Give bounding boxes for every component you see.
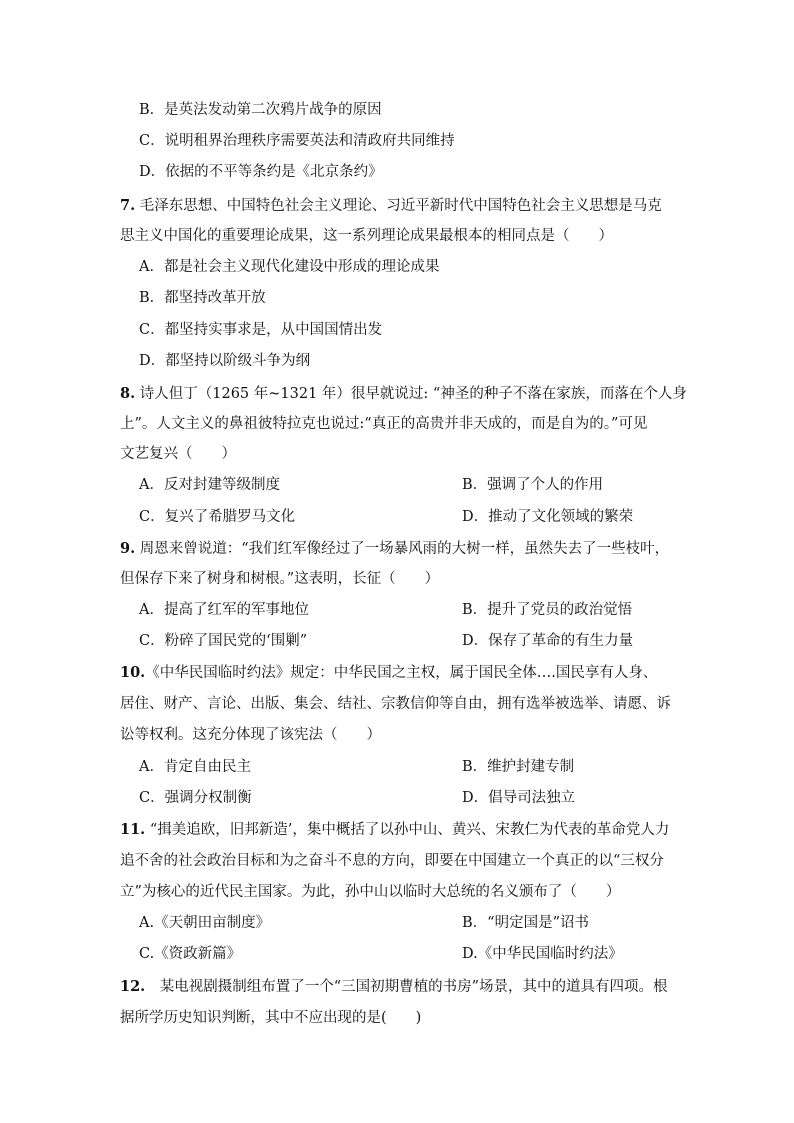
text-line	[120, 414, 647, 434]
option-right: B．“明定国是”诏书	[462, 915, 589, 931]
option-right: B．强调了个人的作用	[462, 477, 604, 493]
line-text: 据所学历史知识判断，其中不应出现的是( )	[120, 1010, 422, 1026]
question-line	[120, 196, 662, 216]
line-text: 周恩来曾说道：“我们红军像经过了一场暴风雨的大树一样，虽然失去了一些枝叶，	[135, 541, 670, 557]
text-line	[120, 694, 671, 714]
line-text: 上”。人文主义的鼻祖彼特拉克也说过:“真正的高贵并非天成的，而是自为的。”可见	[120, 416, 648, 432]
text-line	[120, 725, 381, 745]
line-text: 但保存下来了树身和树根。”这表明，长征（ ）	[120, 571, 440, 587]
question-line	[120, 539, 669, 559]
option-right: D．保存了革命的有生力量	[462, 633, 634, 649]
line-text: 思主义中国化的重要理论成果，这一系列理论成果最根本的相同点是（ ）	[120, 228, 613, 244]
text-line	[120, 851, 664, 871]
line-text: B．都坚持改革开放	[139, 290, 266, 306]
text-line	[120, 444, 236, 464]
option-line	[139, 131, 455, 151]
text-line	[120, 882, 620, 902]
line-text: B．是英法发动第二次鸦片战争的原因	[139, 102, 382, 118]
question-number: 9.	[120, 540, 136, 557]
option-right: B．提升了党员的政治觉悟	[462, 602, 633, 618]
option-line	[139, 351, 310, 371]
question-number: 8.	[120, 385, 136, 402]
option-left: A.《天朝田亩制度》	[139, 915, 271, 931]
question-number: 11.	[120, 821, 146, 838]
line-text: 毛泽东思想、中国特色社会主义理论、习近平新时代中国特色社会主义思想是马克	[135, 198, 662, 214]
line-text: 《中华民国临时约法》规定：中华民国之主权，属于国民全体….国民享有人身、	[145, 665, 658, 681]
line-text: 某电视剧摄制组布置了一个“三国初期曹植的书房”场景，其中的道具有四项。根	[145, 979, 668, 995]
line-text: C．都坚持实事求是，从中国国情出发	[139, 322, 383, 338]
question-number: 12.	[120, 978, 146, 995]
option-line	[139, 162, 383, 182]
option-left: A．提高了红军的军事地位	[139, 602, 309, 618]
question-line	[120, 820, 669, 840]
option-right: D.《中华民国临时约法》	[462, 946, 623, 962]
option-right: B．维护封建专制	[462, 759, 575, 775]
line-text: A．都是社会主义现代化建设中形成的理论成果	[139, 259, 440, 275]
option-right: D．推动了文化领域的繁荣	[462, 509, 634, 525]
line-text: D．依据的不平等条约是《北京条约》	[139, 164, 383, 180]
option-left: C．强调分权制衡	[139, 790, 252, 806]
line-text: 追不舍的社会政治目标和为之奋斗不息的方向，即要在中国建立一个真正的以“三权分	[120, 853, 664, 869]
line-text: 讼等权利。这充分体现了该宪法（ ）	[120, 727, 381, 743]
question-number: 7.	[120, 197, 136, 214]
text-line	[120, 569, 439, 589]
line-text: D．都坚持以阶级斗争为纲	[139, 353, 311, 369]
line-text: 诗人但丁（1265 年~1321 年）很早就说过: “神圣的种子不落在家族，而落在个人身	[135, 386, 687, 402]
option-left: C．粉碎了国民党的‘围剿”	[139, 633, 308, 649]
line-text: C．说明租界治理秩序需要英法和清政府共同维持	[139, 133, 455, 149]
question-line	[120, 384, 687, 404]
option-line	[139, 288, 266, 308]
option-line	[139, 257, 439, 277]
question-number: 10.	[120, 664, 146, 681]
option-left: C.《资政新篇》	[139, 946, 242, 962]
option-line	[139, 100, 382, 120]
question-line	[120, 663, 657, 683]
option-left: A．肯定自由民主	[139, 759, 251, 775]
option-line	[139, 320, 382, 340]
option-left: A．反对封建等级制度	[139, 477, 280, 493]
text-line	[120, 226, 613, 246]
text-line	[120, 1008, 421, 1028]
line-text: 居住、财产、言论、出版、集会、结社、宗教信仰等自由，拥有选举被选举、请愿、诉	[120, 696, 671, 712]
line-text: “揖美追欧，旧邦新造’，集中概括了以孙中山、黄兴、宋教仁为代表的革命党人力	[145, 822, 670, 838]
option-left: C．复兴了希腊罗马文化	[139, 509, 296, 525]
line-text: 立”为核心的近代民主国家。为此，孙中山以临时大总统的名义颁布了（ ）	[120, 884, 621, 900]
option-right: D．倡导司法独立	[462, 790, 576, 806]
question-line	[120, 977, 668, 997]
line-text: 文艺复兴（ ）	[120, 446, 236, 462]
